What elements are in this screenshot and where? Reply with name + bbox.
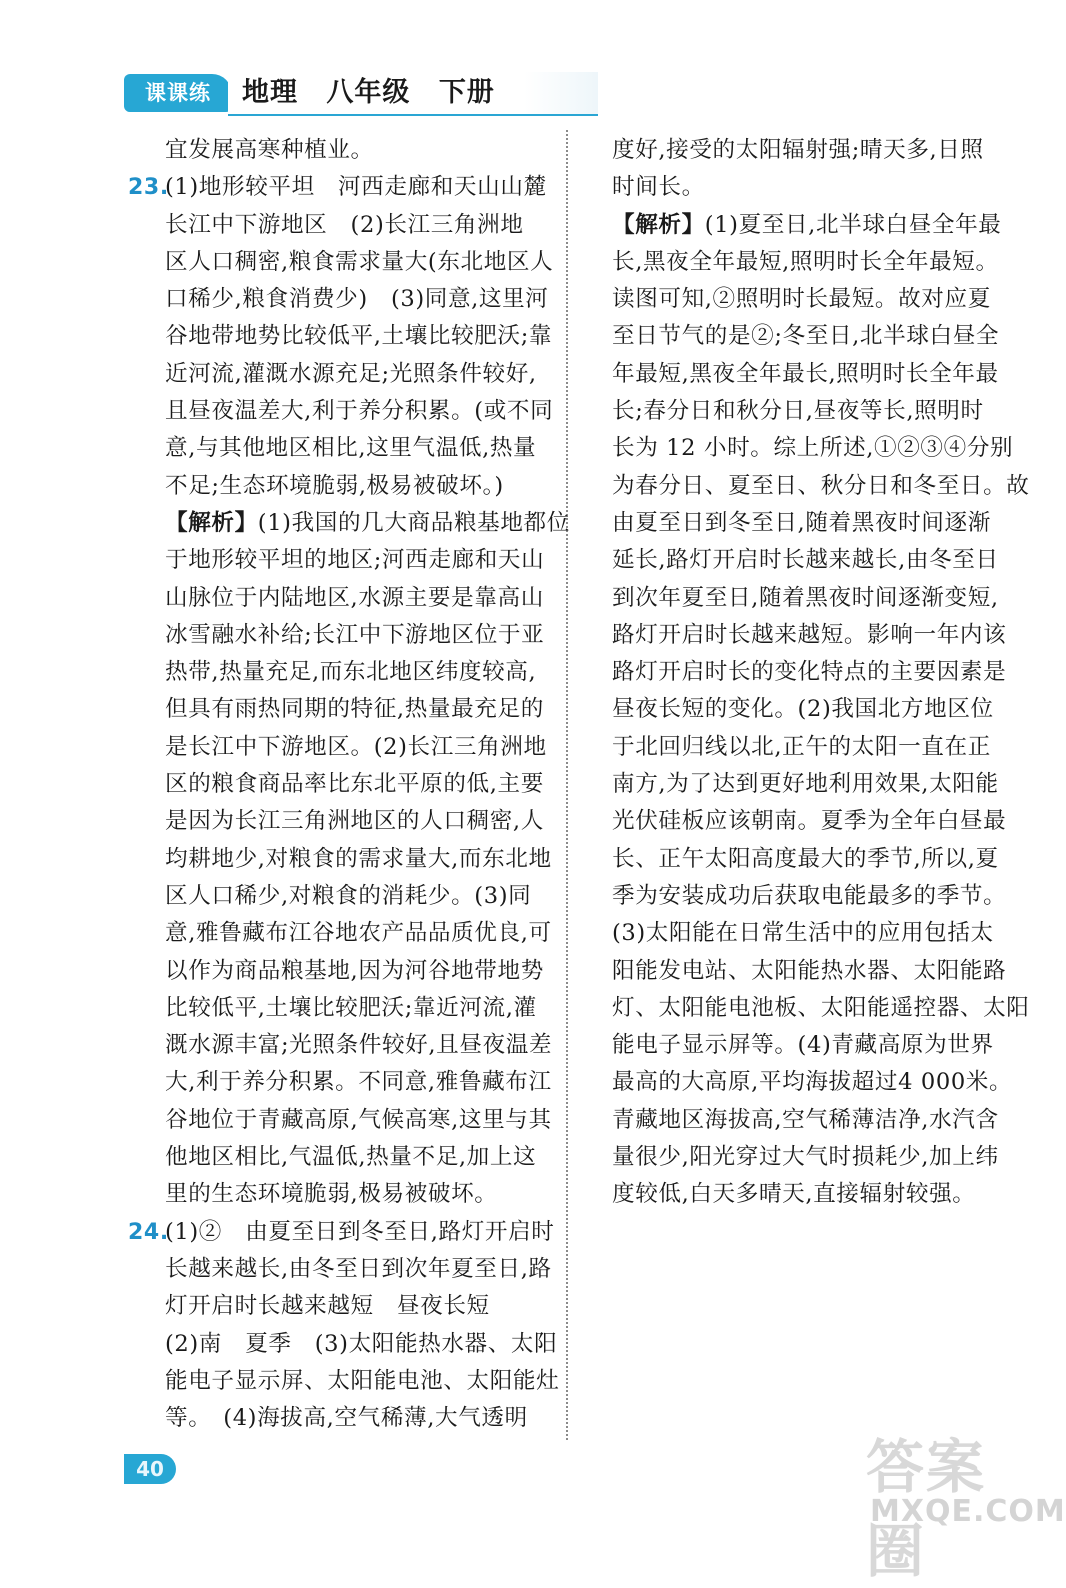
text-line: 于地形较平坦的地区;河西走廊和天山	[165, 547, 545, 574]
text-line: 区的粮食商品率比东北平原的低,主要	[165, 771, 544, 798]
text-line: 时间长。	[612, 174, 705, 201]
analysis-tag: 【解析】	[612, 211, 705, 238]
text-line: 23.(1)地形较平坦 河西走廊和天山山麓	[128, 169, 553, 206]
text-line: 读图可知,②照明时长最短。故对应夏	[612, 286, 991, 313]
text-line: 为春分日、夏至日、秋分日和冬至日。故	[612, 472, 1030, 499]
page-number: 40	[124, 1454, 176, 1484]
column-divider	[566, 130, 568, 1440]
text-line: 区人口稠密,粮食需求量大(东北地区人	[165, 248, 554, 275]
text-line: 昼夜长短的变化。(2)我国北方地区位	[612, 696, 994, 723]
text-line: 谷地位于青藏高原,气候高寒,这里与其	[165, 1106, 552, 1133]
text-line: 口稀少,粮食消费少) (3)同意,这里河	[165, 286, 549, 313]
text-line: 大,利于养分积累。不同意,雅鲁藏布江	[165, 1069, 552, 1096]
right-column	[612, 132, 1030, 1214]
text-line: 冰雪融水补给;长江中下游地区位于亚	[165, 621, 545, 648]
text-line: 里的生态环境脆弱,极易被破坏。	[165, 1181, 498, 1208]
text-line: (3)太阳能在日常生活中的应用包括太	[612, 920, 994, 947]
question-number: 24.	[128, 1219, 169, 1245]
text-line: 是长江中下游地区。(2)长江三角洲地	[165, 733, 547, 760]
text-line: 宜发展高寒种植业。	[165, 137, 374, 163]
text-line: 比较低平,土壤比较肥沃;靠近河流,灌	[165, 994, 537, 1021]
text-line: 谷地带地势比较低平,土壤比较肥沃;靠	[165, 323, 553, 350]
text-line: 路灯开启时长越来越短。影响一年内该	[612, 621, 1007, 648]
text-line: 均耕地少,对粮食的需求量大,而东北地	[165, 845, 552, 872]
text-line: 最高的大高原,平均海拔超过4 000米。	[612, 1069, 1013, 1096]
text-line: 至日节气的是②;冬至日,北半球白昼全	[612, 323, 1000, 350]
text-line: 他地区相比,气温低,热量不足,加上这	[165, 1144, 537, 1171]
text-line: 青藏地区海拔高,空气稀薄洁净,水汽含	[612, 1106, 999, 1133]
watermark-url: MXQE.COM	[870, 1494, 1066, 1529]
watermark-logo	[866, 1420, 1066, 1585]
text-line: 以作为商品粮基地,因为河谷地带地势	[165, 957, 544, 984]
text-line: 24.(1)② 由夏至日到冬至日,路灯开启时	[128, 1214, 553, 1251]
text-line: 不足;生态环境脆弱,极易被破坏。)	[165, 472, 504, 499]
left-column	[128, 132, 570, 1437]
text-line: 灯、太阳能电池板、太阳能遥控器、太阳	[612, 994, 1030, 1021]
text-line: 量很少,阳光穿过大气时损耗少,加上纬	[612, 1144, 999, 1171]
text-line: 热带,热量充足,而东北地区纬度较高,	[165, 659, 537, 686]
text-line: 光伏硅板应该朝南。夏季为全年白昼最	[612, 808, 1007, 835]
book-title	[228, 72, 598, 116]
text-line: 近河流,灌溉水源充足;光照条件较好,	[165, 360, 537, 387]
text-line: 长为 12 小时。综上所述,①②③④分别	[612, 435, 1014, 462]
series-badge: 课课练	[124, 74, 232, 112]
subject-label: 地理	[242, 77, 298, 108]
text-line: 且昼夜温差大,利于养分积累。(或不同	[165, 398, 554, 425]
grade-label: 八年级	[326, 77, 411, 108]
text-line: 溉水源丰富;光照条件较好,且昼夜温差	[165, 1032, 553, 1059]
text-line: (2)南 夏季 (3)太阳能热水器、太阳	[165, 1330, 558, 1357]
question-number: 23.	[128, 175, 169, 201]
text-line: 阳能发电站、太阳能热水器、太阳能路	[612, 957, 1007, 984]
text-line: 等。 (4)海拔高,空气稀薄,大气透明	[165, 1405, 528, 1432]
volume-label: 下册	[438, 77, 495, 108]
text-line: 年最短,黑夜全年最长,照明时长全年最	[612, 360, 999, 387]
text-line: 【解析】(1)我国的几大商品粮基地都位	[165, 509, 570, 536]
text-line: 长;春分日和秋分日,昼夜等长,照明时	[612, 398, 984, 425]
text-line: 度较低,白天多晴天,直接辐射较强。	[612, 1181, 976, 1208]
text-line: 长、正午太阳高度最大的季节,所以,夏	[612, 845, 999, 872]
text-line: 但具有雨热同期的特征,热量最充足的	[165, 696, 544, 723]
text-line: 由夏至日到冬至日,随着黑夜时间逐渐	[612, 509, 991, 536]
analysis-tag: 【解析】	[165, 509, 258, 536]
page-header	[124, 72, 495, 116]
text-line: 于北回归线以北,正午的太阳一直在正	[612, 733, 991, 760]
text-line: 意,与其他地区相比,这里气温低,热量	[165, 435, 537, 462]
text-line: 南方,为了达到更好地利用效果,太阳能	[612, 771, 999, 798]
text-line: 到次年夏至日,随着黑夜时间逐渐变短,	[612, 584, 999, 611]
text-line: 长江中下游地区 (2)长江三角洲地	[165, 211, 524, 238]
text-line: 路灯开启时长的变化特点的主要因素是	[612, 659, 1007, 686]
text-line: 灯开启时长越来越短 昼夜长短	[165, 1293, 490, 1320]
text-line: 季为安装成功后获取电能最多的季节。	[612, 882, 1007, 909]
watermark-text: 答案圈	[866, 1433, 987, 1585]
text-line: 【解析】(1)夏至日,北半球白昼全年最	[612, 211, 1002, 238]
text-line: 延长,路灯开启时长越来越长,由冬至日	[612, 547, 999, 574]
text-line: 意,雅鲁藏布江谷地农产品品质优良,可	[165, 920, 552, 947]
text-line: 能电子显示屏等。(4)青藏高原为世界	[612, 1032, 994, 1059]
text-line: 区人口稀少,对粮食的消耗少。(3)同	[165, 882, 532, 909]
text-line: 能电子显示屏、太阳能电池、太阳能灶	[165, 1367, 560, 1394]
text-line: 度好,接受的太阳辐射强;晴天多,日照	[612, 137, 984, 163]
text-line: 山脉位于内陆地区,水源主要是靠高山	[165, 584, 544, 611]
text-line: 长,黑夜全年最短,照明时长全年最短。	[612, 248, 999, 275]
text-line: 长越来越长,由冬至日到次年夏至日,路	[165, 1255, 552, 1282]
text-line: 是因为长江三角洲地区的人口稠密,人	[165, 808, 544, 835]
